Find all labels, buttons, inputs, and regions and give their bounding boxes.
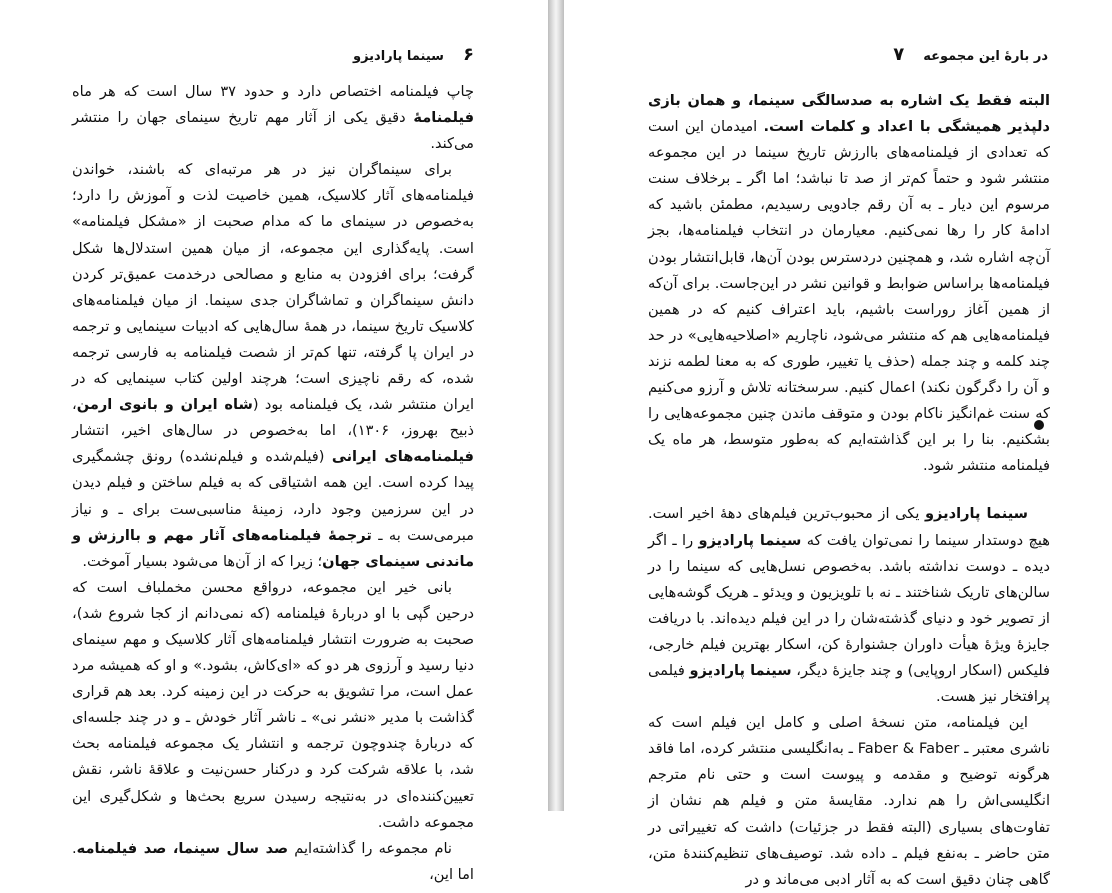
running-title: سینما پارادیزو [352,49,444,64]
running-title: در بارهٔ این مجموعه [923,49,1048,64]
right-page [564,0,1112,888]
paragraph: این فیلمنامه، متن نسخهٔ اصلی و کامل این فیلم است که ناشری معتبر ـ Faber & Faber ـ به‌انگلیسی منتشر کرده، اما فاقد هرگونه توضیح و مقدمه و پیوست است و حتی نام مترجم انگلیسی‌اش را هم ندارد. مقایسهٔ متن و فیلم هم نشان از تفاوت‌های بسیاری (البته فقط در جزئیات) داشت که تغییراتی در متن حاضر ـ به‌نفع فیلم ـ داده شد. توصیف‌های تنظیم‌کنندهٔ متن، گاهی چنان دقیق است که به آثار ادبی می‌ماند و در [648,714,1050,888]
paragraph: نام مجموعه را گذاشته‌ایم صد سال سینما، صد فیلمنامه. اما این، [72,839,474,883]
paragraph: سینما پارادیزو یکی از محبوب‌ترین فیلم‌های دههٔ اخیر است. هیچ دوستدار سینما را نمی‌توان یافت که سینما پارادیزو را ـ اگر دیده ـ دوست نداشته باشد. به‌خصوص نسل‌هایی که سینما را در سالن‌های تاریک شناختند ـ نه با تلویزیون و ویدئو ـ هریک گوشه‌هایی از تصویر خود و دنیای گذشته‌شان را در این فیلم دیده‌اند. با دریافت جایزهٔ ویژهٔ هیأت داوران جشنوارهٔ کن، اسکار بهترین فیلم خارجی، فلیکس (اسکار اروپایی) و چند جایزهٔ دیگر، سینما پارادیزو فیلمی پرافتخار نیز هست. [648,505,1051,706]
right-running-header [648,44,1048,70]
left-running-header [72,44,474,70]
page-number: ۶ [463,44,474,65]
page-number: ۷ [893,44,905,65]
right-body-text [648,88,1050,893]
left-page [0,0,548,883]
paragraph: چاپ فیلمنامه اختصاص دارد و حدود ۳۷ سال است که هر ماه فیلمنامهٔ دقیق یکی از آثار مهم تاریخ سینمای جهان را منتشر می‌کند. [72,83,475,153]
paragraph: بانی خیر این مجموعه، درواقع محسن مخملباف است که درحین گپی با او دربارهٔ فیلمنامه (که نمی‌دانم از کجا شروع شد)، صحبت به ضرورت انتشار فیلمنامه‌های آثار کلاسیک و مهم سینمای دنیا رسید و آرزوی هر دو که «ای‌کاش، بشود.» و او که همیشه مرد عمل است، مرا تشویق به حرکت در این زمینه کرد. بعد هم قراری گذاشت با مدیر «نشر نی» ـ ناشر آثار خودش ـ و در چند جلسه‌ای که دربارهٔ چندوچون ترجمه و انتشار یک مجموعه فیلمنامه بحث شد، با علاقه شرکت کرد و درکنار حسن‌نیت و علاقهٔ ناشر، نقش تعیین‌کننده‌ای در به‌نتیجه رسیدن سریع بحث‌ها و شکل‌گیری این مجموعه داشت. [72,578,474,831]
paragraph: البته فقط یک اشاره به صدسالگی سینما، و همان بازی دلپذیر همیشگی با اعداد و کلمات است. امیدمان این است که تعدادی از فیلمنامه‌های باارزش تاریخ سینما در این مجموعه منتشر شود و حتماً کم‌تر از صد تا نباشد؛ اما اگر ـ برخلاف سنت مرسوم این دیار ـ به آن رقم جادویی رسیدیم، مطمئن باشید که ادامهٔ کار را رها نمی‌کنیم. معیارمان در انتخاب فیلمنامه‌ها، بجز آن‌چه اشاره شد، و همچنین دردسترس بودن آن‌ها، قابل‌انتشار بودن فیلمنامه‌ها براساس ضوابط و قوانین نشر در این‌جاست. برای آن‌که از همین آغاز روراست باشیم، باید اعتراف کنیم که در همین فیلمنامه‌هایی هم که منتشر می‌شود، ناچاریم «اصلاحیه‌هایی» در حد چند کلمه و چند جمله (حذف یا تغییر، طوری که به معنا لطمه نزند و آن را دگرگون نکند) اعمال کنیم. سرسختانه تلاش و آرزو می‌کنیم که سنت غم‌انگیز ناکام بودن و متوقف ماندن چنین مجموعه‌هایی را بشکنیم. بنا را بر این گذاشته‌ایم که به‌طور متوسط، هر ماه یک فیلمنامه منتشر شود. [648,92,1050,475]
left-body-text [72,79,474,888]
paragraph: برای سینماگران نیز در هر مرتبه‌ای که باشند، خواندن فیلمنامه‌های آثار کلاسیک، همین خاصیت لذت و آموزش را دارد؛ به‌خصوص در سینمای ما که مدام صحبت از «مشکل فیلمنامه» است. پایه‌گذاری این مجموعه، از میان همین استدلال‌ها شکل گرفت؛ برای افزودن به منابع و مصالحی درخدمت عمیق‌تر کردن دانش سینماگران و تماشاگران جدی سینما. از میان فیلمنامه‌های کلاسیک تاریخ سینما، در همهٔ سال‌هایی که ادبیات سینمایی و ترجمه در ایران پا گرفته، تنها کم‌تر از شصت فیلمنامه به فارسی ترجمه شده، که رقم ناچیزی است؛ هرچند اولین کتاب سینمایی که در ایران منتشر شد، یک فیلمنامه بود (شاه ایران و بانوی ارمن، ذبیح بهروز، ۱۳۰۶)، اما به‌خصوص در سال‌های اخیر، انتشار فیلمنامه‌های ایرانی (فیلم‌شده و فیلم‌نشده) رونق چشمگیری پیدا کرده است. این همه اشتیاقی که به فیلم ساختن و فیلم دیدن در این سرزمین وجود دارد، زمینهٔ مناسبی‌ست برای ـ و نیاز مبرمی‌ست به ـ ترجمهٔ فیلمنامه‌های آثار مهم و باارزش و ماندنی سینمای جهان؛ زیرا که از آن‌ها می‌شود بسیار آموخت. [72,161,475,570]
book-gutter [548,0,564,811]
